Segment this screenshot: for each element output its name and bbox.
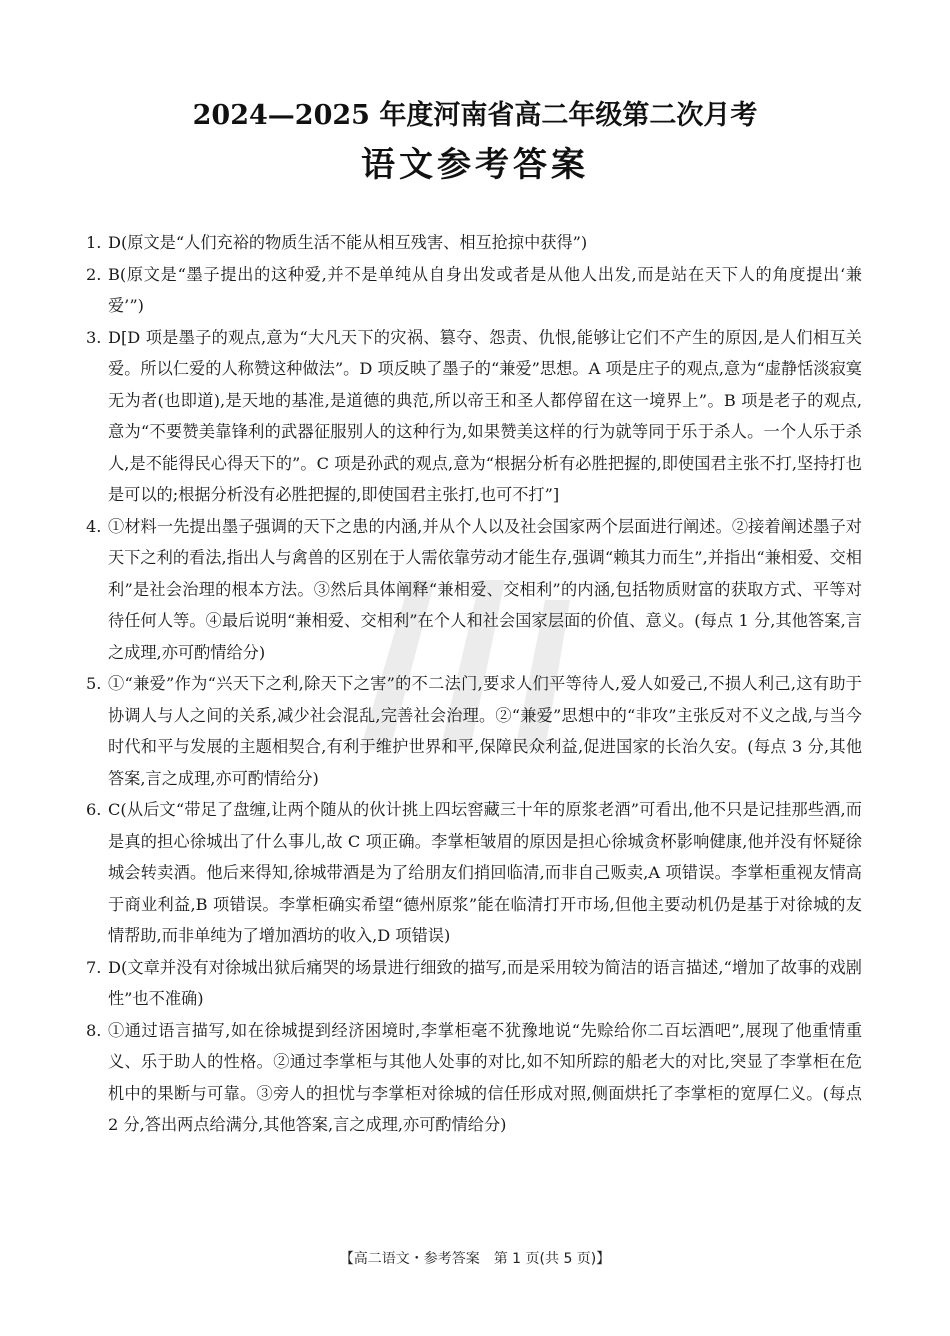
answer-number: 7. xyxy=(86,957,102,977)
answer-number: 4. xyxy=(86,516,102,536)
title-block xyxy=(0,96,950,190)
answer-number: 1. xyxy=(86,233,102,252)
answer-item-5 xyxy=(86,668,862,794)
answer-item-2 xyxy=(86,259,862,322)
answer-text: ①通过语言描写,如在徐城提到经济困境时,李掌柜毫不犹豫地说“先赊给你二百坛酒吧”,展现了他重情重义、乐于助人的性格。②通过李掌柜与其他人处事的对比,如不知所踪的船老大的对比,突显了李掌柜在危机中的果断与可靠。③旁人的担忧与李掌柜对徐城的信任形成对照,侧面烘托了李掌柜的宽厚仁义。(每点 2 分,答出两点给满分,其他答案,言之成理,亦可酌情给分) xyxy=(108,1020,863,1134)
answer-item-1 xyxy=(86,227,862,259)
answer-item-6 xyxy=(86,794,862,952)
exam-subtitle: 语文参考答案 xyxy=(361,145,589,185)
answer-list xyxy=(86,227,862,1141)
page-footer: 【高二语文・参考答案 第 1 页(共 5 页)】 xyxy=(339,1251,611,1267)
answer-text: D(文章并没有对徐城出狱后痛哭的场景进行细致的描写,而是采用较为简洁的语言描述,“增加了故事的戏剧性”也不准确) xyxy=(108,957,862,1008)
answer-number: 3. xyxy=(86,327,102,347)
answer-number: 5. xyxy=(86,674,102,693)
answer-text: C(从后文“带足了盘缠,让两个随从的伙计挑上四坛窖藏三十年的原浆老酒”可看出,他不只是记挂那些酒,而是真的担心徐城出了什么事儿,故 C 项正确。李掌柜皱眉的原因是担心徐城贪杯影响健康,他并没有怀疑徐城会转卖酒。他后来得知,徐城带酒是为了给朋友们捎回临清,而非自己贩卖,A 项错误。李掌柜重视友情高于商业利益,B 项错误。李掌柜确实希望“德州原浆”能在临清打开市场,但他主要动机仍是基于对徐城的友情帮助,而非单纯为了增加酒坊的收入,D 项错误) xyxy=(108,800,862,945)
answer-item-4 xyxy=(86,511,862,669)
answer-text: ①“兼爱”作为“兴天下之利,除天下之害”的不二法门,要求人们平等待人,爱人如爱己,不损人利己,这有助于协调人与人之间的关系,减少社会混乱,完善社会治理。②“兼爱”思想中的“非攻”主张反对不义之战,与当今时代和平与发展的主题相契合,有利于维护世界和平,保障民众利益,促进国家的长治久安。(每点 3 分,其他答案,言之成理,亦可酌情给分) xyxy=(108,674,862,788)
answer-text: ①材料一先提出墨子强调的天下之患的内涵,并从个人以及社会国家两个层面进行阐述。②接着阐述墨子对天下之利的看法,指出人与禽兽的区别在于人需依靠劳动才能生存,强调“赖其力而生”,并指出“兼相爱、交相利”是社会治理的根本方法。③然后具体阐释“兼相爱、交相利”的内涵,包括物质财富的获取方式、平等对待任何人等。④最后说明“兼相爱、交相利”在个人和社会国家层面的价值、意义。(每点 1 分,其他答案,言之成理,亦可酌情给分) xyxy=(108,516,862,662)
answer-item-8 xyxy=(86,1015,862,1141)
answer-number: 8. xyxy=(86,1020,102,1040)
answer-item-7 xyxy=(86,952,862,1015)
exam-title: 2024—2025 年度河南省高二年级第二次月考 xyxy=(192,100,758,131)
answer-item-3 xyxy=(86,322,862,511)
answer-text: D[D 项是墨子的观点,意为“大凡天下的灾祸、篡夺、怨责、仇恨,能够让它们不产生的原因,是人们相互关爱。所以仁爱的人称赞这种做法”。D 项反映了墨子的“兼爱”思想。A 项是庄子的观点,意为“虚静恬淡寂寞无为者(也即道),是天地的基准,是道德的典范,所以帝王和圣人都停留在这一境界上”。B 项是老子的观点,意为“不要赞美靠锋利的武器征服别人的这种行为,如果赞美这样的行为就等同于乐于杀人。一个人乐于杀人,是不能得民心得天下的”。C 项是孙武的观点,意为“根据分析有必胜把握的,即使国君主张不打,坚持打也是可以的;根据分析没有必胜把握的,即使国君主张打,也可不打”] xyxy=(108,327,862,504)
answer-number: 2. xyxy=(86,264,102,284)
answer-text: D(原文是“人们充裕的物质生活不能从相互残害、相互抢掠中获得”) xyxy=(108,233,588,252)
answer-number: 6. xyxy=(86,800,102,819)
answer-text: B(原文是“墨子提出的这种爱,并不是单纯从自身出发或者是从他人出发,而是站在天下人的角度提出‘兼爱’”) xyxy=(108,264,862,315)
